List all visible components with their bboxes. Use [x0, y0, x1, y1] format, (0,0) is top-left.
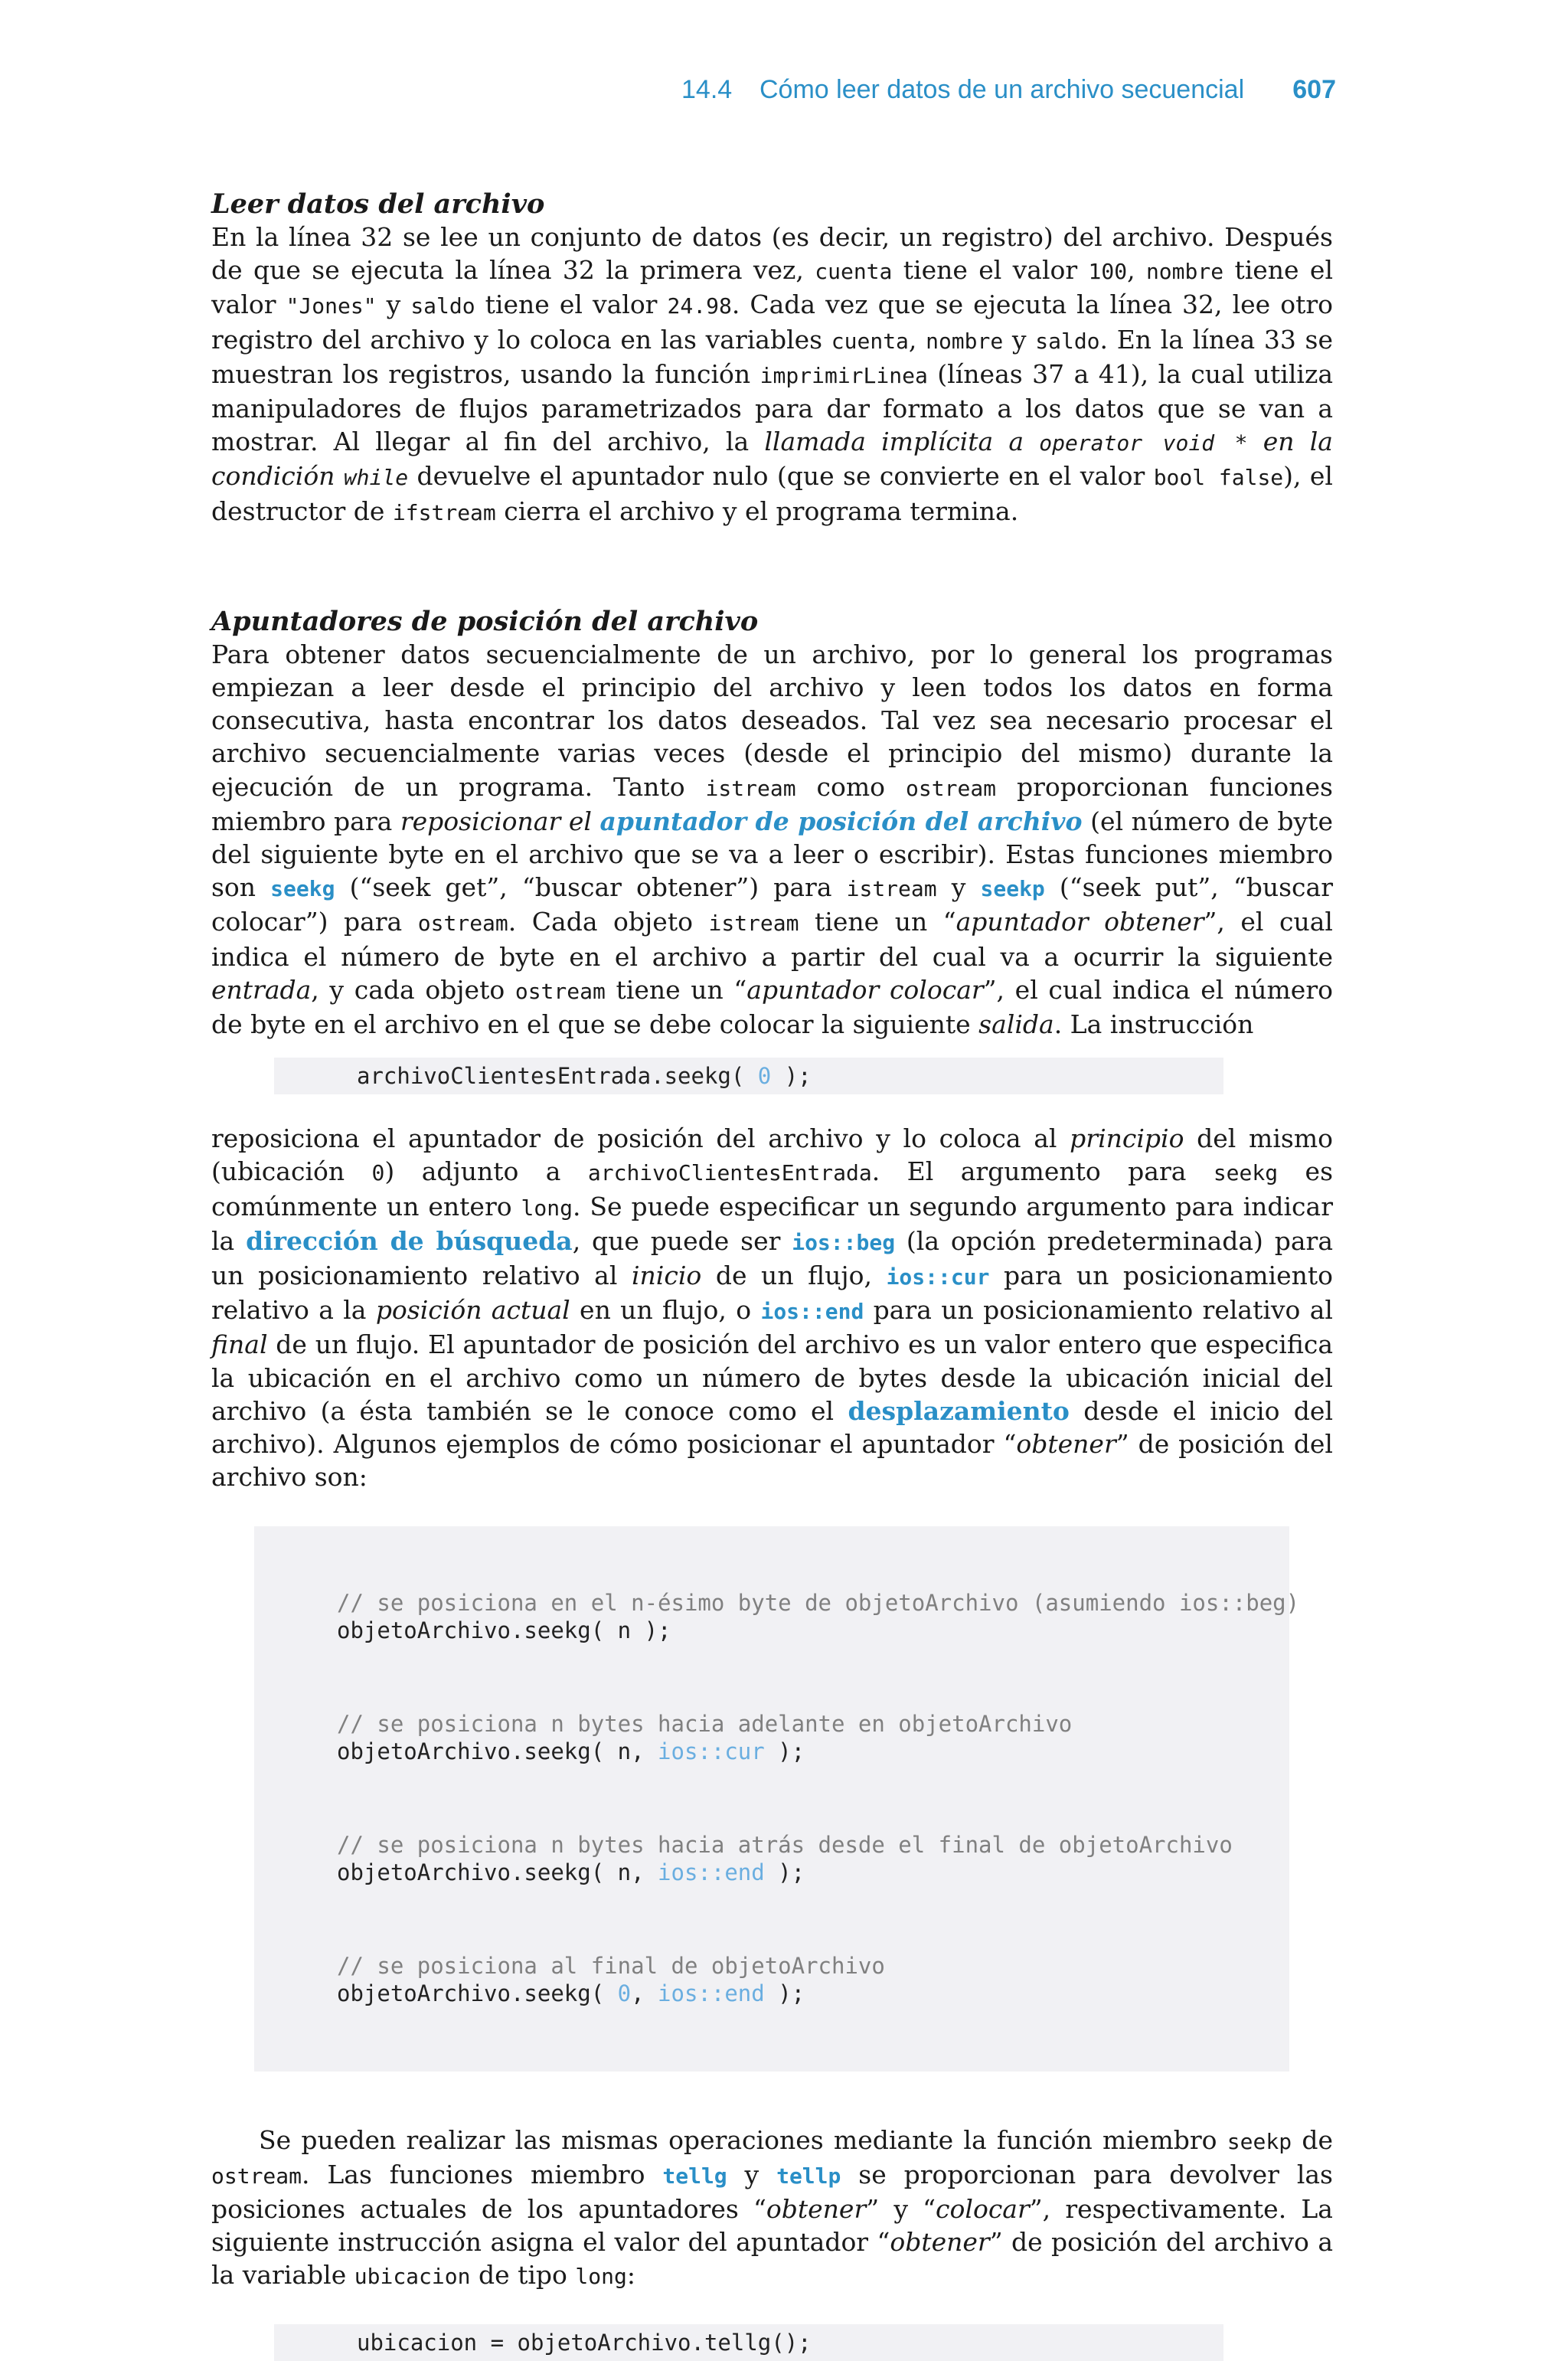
text: para un posicionamiento relativo al — [864, 1295, 1333, 1326]
page-number: 607 — [1292, 75, 1336, 104]
running-header — [681, 75, 1336, 110]
text-italic: reposicionar el — [400, 806, 600, 836]
text: ” de posición del archivo a la variable — [211, 2227, 1333, 2291]
text: para un posicionamiento relativo a la — [211, 1261, 1333, 1326]
text: . El argumento para — [871, 1156, 1214, 1187]
text: (el número de byte del siguiente byte en el archivo que se va a leer o escribir). Estas funciones miembro son — [211, 806, 1333, 903]
text-italic: final — [211, 1329, 268, 1360]
code-inline: long — [575, 2264, 627, 2290]
code-highlight: ios::end — [658, 1980, 765, 2006]
key-code: seekg — [270, 876, 335, 902]
key-term: desplazamiento — [848, 1395, 1070, 1426]
text: ) adjunto a — [384, 1156, 588, 1187]
code-inline: nombre — [1145, 259, 1224, 285]
code-line — [337, 1738, 1289, 1765]
heading-apuntadores: Apuntadores de posición del archivo — [211, 605, 759, 637]
paragraph-leer-datos — [211, 221, 1333, 529]
key-term: apuntador de posición del archivo — [599, 806, 1083, 836]
code-inline: saldo — [410, 293, 475, 319]
text: y — [936, 872, 981, 903]
code-inline: bool false — [1153, 465, 1284, 491]
paragraph-reposiciona — [211, 1122, 1333, 1493]
code-text: ); — [764, 1738, 805, 1764]
code-group — [337, 1952, 1289, 2007]
code-number: 0 — [757, 1063, 772, 1090]
code-text: objetoArchivo.seekg( — [337, 1980, 618, 2006]
heading-leer-datos: Leer datos del archivo — [211, 188, 545, 220]
text: de tipo — [470, 2260, 576, 2291]
code-inline: ostream — [514, 978, 606, 1004]
code-inline: nombre — [926, 328, 1004, 354]
text: . Se puede especificar un segundo argumento para indicar la — [211, 1191, 1333, 1256]
text: del mismo (ubicación — [211, 1123, 1333, 1187]
text: tiene un “ — [799, 907, 956, 937]
code-text: ); — [771, 1063, 812, 1090]
code-inline: cuenta — [831, 328, 909, 354]
text: cierra el archivo y el programa termina. — [495, 495, 1019, 526]
code-comment: // se posiciona en el n-ésimo byte de objetoArchivo (asumiendo ios::beg) — [337, 1589, 1300, 1616]
code-block-seek-examples — [254, 1526, 1300, 2072]
code-inline: ifstream — [392, 499, 496, 525]
code-text: objetoArchivo.seekg( n, — [337, 1859, 658, 1885]
text: Para obtener datos secuencialmente de un archivo, por lo general los programas empiezan a leer desde el principio del archivo y leen todos los datos en forma consecutiva, hasta encontrar los datos deseados. Tal vez sea necesario procesar el archivo secuencialmente varias veces (desde el principio del mismo) durante la ejecución de un programa. Tanto — [211, 639, 1333, 802]
key-code: tellp — [776, 2163, 841, 2189]
text-italic: apuntador colocar — [746, 974, 984, 1005]
paragraph-tellg — [211, 2124, 1333, 2294]
text: En la línea 32 se lee un conjunto de datos (es decir, un registro) del archivo. Después de que se ejecuta la línea 32 la primera vez, — [211, 222, 1333, 286]
text-italic: en la condición — [211, 427, 1333, 492]
text: desde el inicio del archivo). Algunos ejemplos de cómo posicionar el apuntador “ — [211, 1395, 1334, 1460]
code-inline: 24.98 — [667, 293, 732, 319]
text-italic: inicio — [631, 1261, 702, 1291]
text: se proporcionan para devolver las posiciones actuales de los apuntadores “ — [211, 2159, 1333, 2224]
code-highlight: ios::cur — [658, 1738, 765, 1764]
code-inline: ostream — [211, 2163, 302, 2189]
text-italic: llamada implícita a — [764, 427, 1040, 457]
text: como — [795, 771, 906, 802]
code-inline: ubicacion — [354, 2264, 471, 2290]
code-inline: while — [343, 465, 409, 491]
text: ”, el cual indica el número de byte en el archivo a partir del cual va a ocurrir la siguiente — [211, 907, 1333, 972]
text: tiene el valor — [211, 255, 1334, 320]
code-inline: cuenta — [815, 259, 893, 285]
text: tiene el valor — [892, 255, 1089, 286]
section-title: Cómo leer datos de un archivo secuencial — [760, 75, 1245, 104]
code-line — [337, 1980, 1289, 2007]
text: . Cada objeto — [508, 907, 709, 937]
text-italic: colocar — [936, 2193, 1030, 2224]
text-italic: salida — [978, 1009, 1054, 1040]
code-inline: 0 — [371, 1160, 385, 1186]
key-code: ios::end — [760, 1299, 864, 1325]
code-inline: saldo — [1035, 328, 1100, 354]
text: ” y “ — [866, 2193, 936, 2224]
code-group — [337, 1589, 1300, 1644]
key-code: seekp — [980, 876, 1045, 902]
code-text: ubicacion = objetoArchivo.tellg(); — [357, 2329, 812, 2356]
text: de — [1292, 2124, 1334, 2155]
text: ” de posición del archivo son: — [211, 1429, 1333, 1493]
key-term: dirección de búsqueda — [246, 1225, 573, 1256]
text: y — [727, 2159, 777, 2189]
code-inline: long — [521, 1195, 573, 1221]
text-italic: entrada — [211, 974, 312, 1005]
text: y — [376, 289, 411, 320]
code-text: , — [631, 1980, 658, 2006]
code-block-seekg — [274, 1058, 1223, 1094]
key-code: ios::beg — [792, 1229, 896, 1255]
text: (“seek get”, “buscar obtener”) para — [335, 872, 847, 903]
code-comment: // se posiciona al final de objetoArchivo — [337, 1952, 885, 1979]
code-block-tellg — [274, 2324, 1223, 2361]
code-inline: istream — [708, 911, 799, 937]
text: , — [908, 324, 926, 355]
text: (la opción predeterminada) para un posicionamiento relativo al — [211, 1225, 1334, 1291]
text: . Las funciones miembro — [302, 2159, 663, 2189]
code-text: ); — [764, 1859, 805, 1885]
text-italic: obtener — [766, 2193, 867, 2224]
code-inline: imprimirLinea — [760, 362, 928, 388]
text: . En la línea 33 se muestran los registros, usando la función — [211, 324, 1334, 389]
text: de un flujo, — [701, 1261, 887, 1291]
text: , que puede ser — [572, 1225, 792, 1256]
code-line: objetoArchivo.seekg( n ); — [337, 1617, 671, 1643]
text: en un flujo, o — [570, 1295, 761, 1326]
code-text: objetoArchivo.seekg( n, — [337, 1738, 658, 1764]
text: : — [626, 2260, 635, 2291]
key-code: ios::cur — [886, 1264, 990, 1290]
code-group — [337, 1710, 1289, 1765]
text-italic: obtener — [1016, 1429, 1116, 1460]
code-text: ); — [764, 1980, 805, 2006]
text-italic: principio — [1070, 1123, 1184, 1154]
text: es comúnmente un entero — [211, 1156, 1334, 1221]
code-inline: archivoClientesEntrada — [587, 1160, 872, 1186]
text: , — [1127, 255, 1146, 286]
code-inline: "Jones" — [286, 293, 377, 319]
code-inline: ostream — [417, 911, 508, 937]
text: ), el destructor de — [211, 461, 1333, 526]
key-code: tellg — [662, 2163, 727, 2189]
text: tiene un “ — [605, 974, 747, 1005]
code-inline: ostream — [906, 775, 997, 801]
text-italic: posición actual — [375, 1295, 570, 1326]
code-inline: 100 — [1088, 259, 1128, 285]
text: Se pueden realizar las mismas operaciones mediante la función miembro — [259, 2124, 1227, 2155]
code-group — [337, 1831, 1289, 1886]
code-line — [337, 1859, 1289, 1886]
code-inline: seekp — [1227, 2128, 1292, 2154]
text: . Cada vez que se ejecuta la línea 32, lee otro registro del archivo y lo coloca en las variables — [211, 289, 1333, 355]
text: ”, el cual indica el número de byte en el archivo en el que se debe colocar la siguiente — [211, 974, 1333, 1040]
text: ”, respectivamente. La siguiente instrucción asigna el valor del apuntador “ — [211, 2193, 1333, 2258]
code-highlight: ios::end — [658, 1859, 765, 1885]
text: . La instrucción — [1054, 1009, 1254, 1040]
text-italic: obtener — [890, 2227, 990, 2258]
text: devuelve el apuntador nulo (que se convierte en el valor — [408, 461, 1154, 492]
text: reposiciona el apuntador de posición del archivo y lo coloca al — [211, 1123, 1070, 1154]
code-inline: istream — [705, 775, 796, 801]
text: de un flujo. El apuntador de posición del archivo es un valor entero que especifica la ubicación en el archivo como un número de bytes desde la ubicación inicial del archivo (a ésta también se le conoce como el — [211, 1329, 1333, 1426]
code-number: 0 — [617, 1980, 632, 2006]
text: , y cada objeto — [311, 974, 515, 1005]
code-inline: seekg — [1213, 1160, 1279, 1186]
page-content — [211, 188, 1333, 2361]
text: proporcionan funciones miembro para — [211, 771, 1333, 836]
code-inline: istream — [846, 876, 937, 902]
code-comment: // se posiciona n bytes hacia atrás desde el final de objetoArchivo — [337, 1831, 1233, 1858]
text-italic: apuntador obtener — [956, 907, 1204, 937]
text: (líneas 37 a 41), la cual utiliza manipuladores de flujos parametrizados para dar formato a los datos que se van a mostrar. Al llegar al fin del archivo, la — [211, 358, 1333, 457]
text: (“seek put”, “buscar colocar”) para — [211, 872, 1333, 937]
code-inline: operator void * — [1039, 430, 1248, 456]
code-text: archivoClientesEntrada.seekg( — [357, 1063, 758, 1090]
text: tiene el valor — [475, 289, 668, 320]
code-comment: // se posiciona n bytes hacia adelante en objetoArchivo — [337, 1710, 1073, 1737]
paragraph-apuntadores — [211, 638, 1333, 1041]
section-number: 14.4 — [681, 75, 733, 104]
text: y — [1003, 324, 1036, 355]
